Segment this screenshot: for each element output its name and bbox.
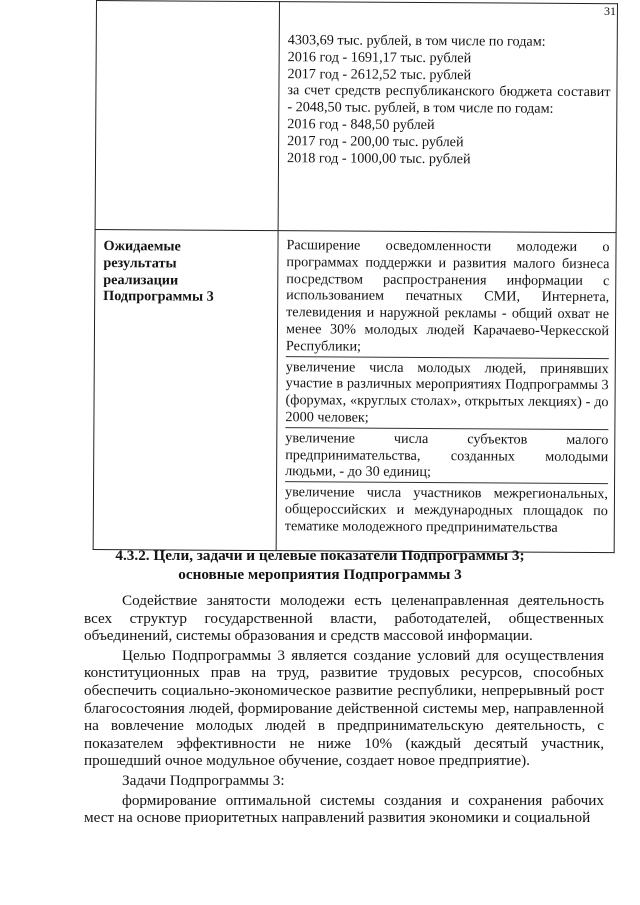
page-number: 31 (604, 4, 616, 18)
body-paragraph: формирование оптимальной системы создания и сохранения рабочих мест на основе приоритетных направлений развития экономики и социальной (84, 791, 604, 827)
body-paragraph: Содействие занятости молодежи есть целенаправленная деятельность всех структур государственной власти, работодателей, общественных объединений, системы образования и средств массовой информации. (84, 592, 604, 645)
expected-result-item: увеличение числа участников межрегиональных, общероссийских и международных площадок по тематике молодежного предпринимательства (284, 484, 609, 536)
row2-content-cell (276, 231, 616, 553)
body-paragraph: Целью Подпрограммы 3 является создание условий для осуществления конституционных прав на труд, развитие трудовых ресурсов, способных обеспечить социально-экономическое развитие республики, непрерывный рост благосостояния людей, формирование действенной системы мер, направленной на вовлечение молодых людей в предпринимательскую деятельность, с показателем эффективности не ниже 10% (каждый десятый участник, прошедший очное модульное обучение, создает новое предприятие). (84, 646, 604, 770)
funding-line: 2016 год - 1691,17 тыс. рублей (287, 48, 472, 67)
funding-line: 2018 год - 1000,00 тыс. рублей (286, 149, 471, 167)
funding-line: 2017 год - 2612,52 тыс. рублей (287, 65, 472, 83)
expected-result-item: увеличение числа субъектов малого предпринимательства, созданных молодыми людьми, - до 30 единиц; (285, 430, 608, 484)
expected-result-item: Расширение осведомленности молодежи о программах поддержки и развития малого бизнеса посредством распространения информации с использованием печатных СМИ, Интернета, телевидения и наружной рекламы - общий охват не менее 30% молодых людей Карачаево-Черкесской Республики; (286, 237, 610, 359)
section-heading-line1: 4.3.2. Цели, задачи и целевые показатели Подпрограммы 3; (115, 547, 525, 564)
body-paragraph: Задачи Подпрограммы 3: (122, 771, 285, 789)
table-row-funding (95, 1, 617, 233)
row2-label-line: Подпрограммы 3 (103, 288, 214, 306)
row2-label-line: результаты (103, 254, 177, 272)
funding-line: 4303,69 тыс. рублей, в том числе по годам: (287, 32, 546, 50)
funding-line: за счет средств республиканского бюджета составит - 2048,50 тыс. рублей, в том числе по годам: (287, 82, 611, 117)
table-row-expected-results (93, 229, 616, 552)
row1-label-cell (95, 1, 279, 231)
section-heading (0, 546, 640, 584)
row2-label-line: Ожидаемые (103, 238, 181, 255)
section-heading-line2: основные мероприятия Подпрограммы 3 (178, 566, 462, 583)
row1-content-cell (278, 2, 617, 233)
funding-line: 2016 год - 848,50 рублей (287, 116, 435, 134)
section-body (84, 592, 604, 829)
funding-line: 2017 год - 200,00 тыс. рублей (287, 132, 464, 151)
expected-result-item: увеличение числа молодых людей, принявших участие в различных мероприятиях Подпрограммы 3 (форумах, «круглых столах», открытых лекциях) - до 2000 человек; (285, 359, 608, 430)
row2-label-line: реализации (103, 271, 179, 289)
row2-label-cell (93, 229, 278, 550)
program-passport-table (93, 0, 618, 553)
